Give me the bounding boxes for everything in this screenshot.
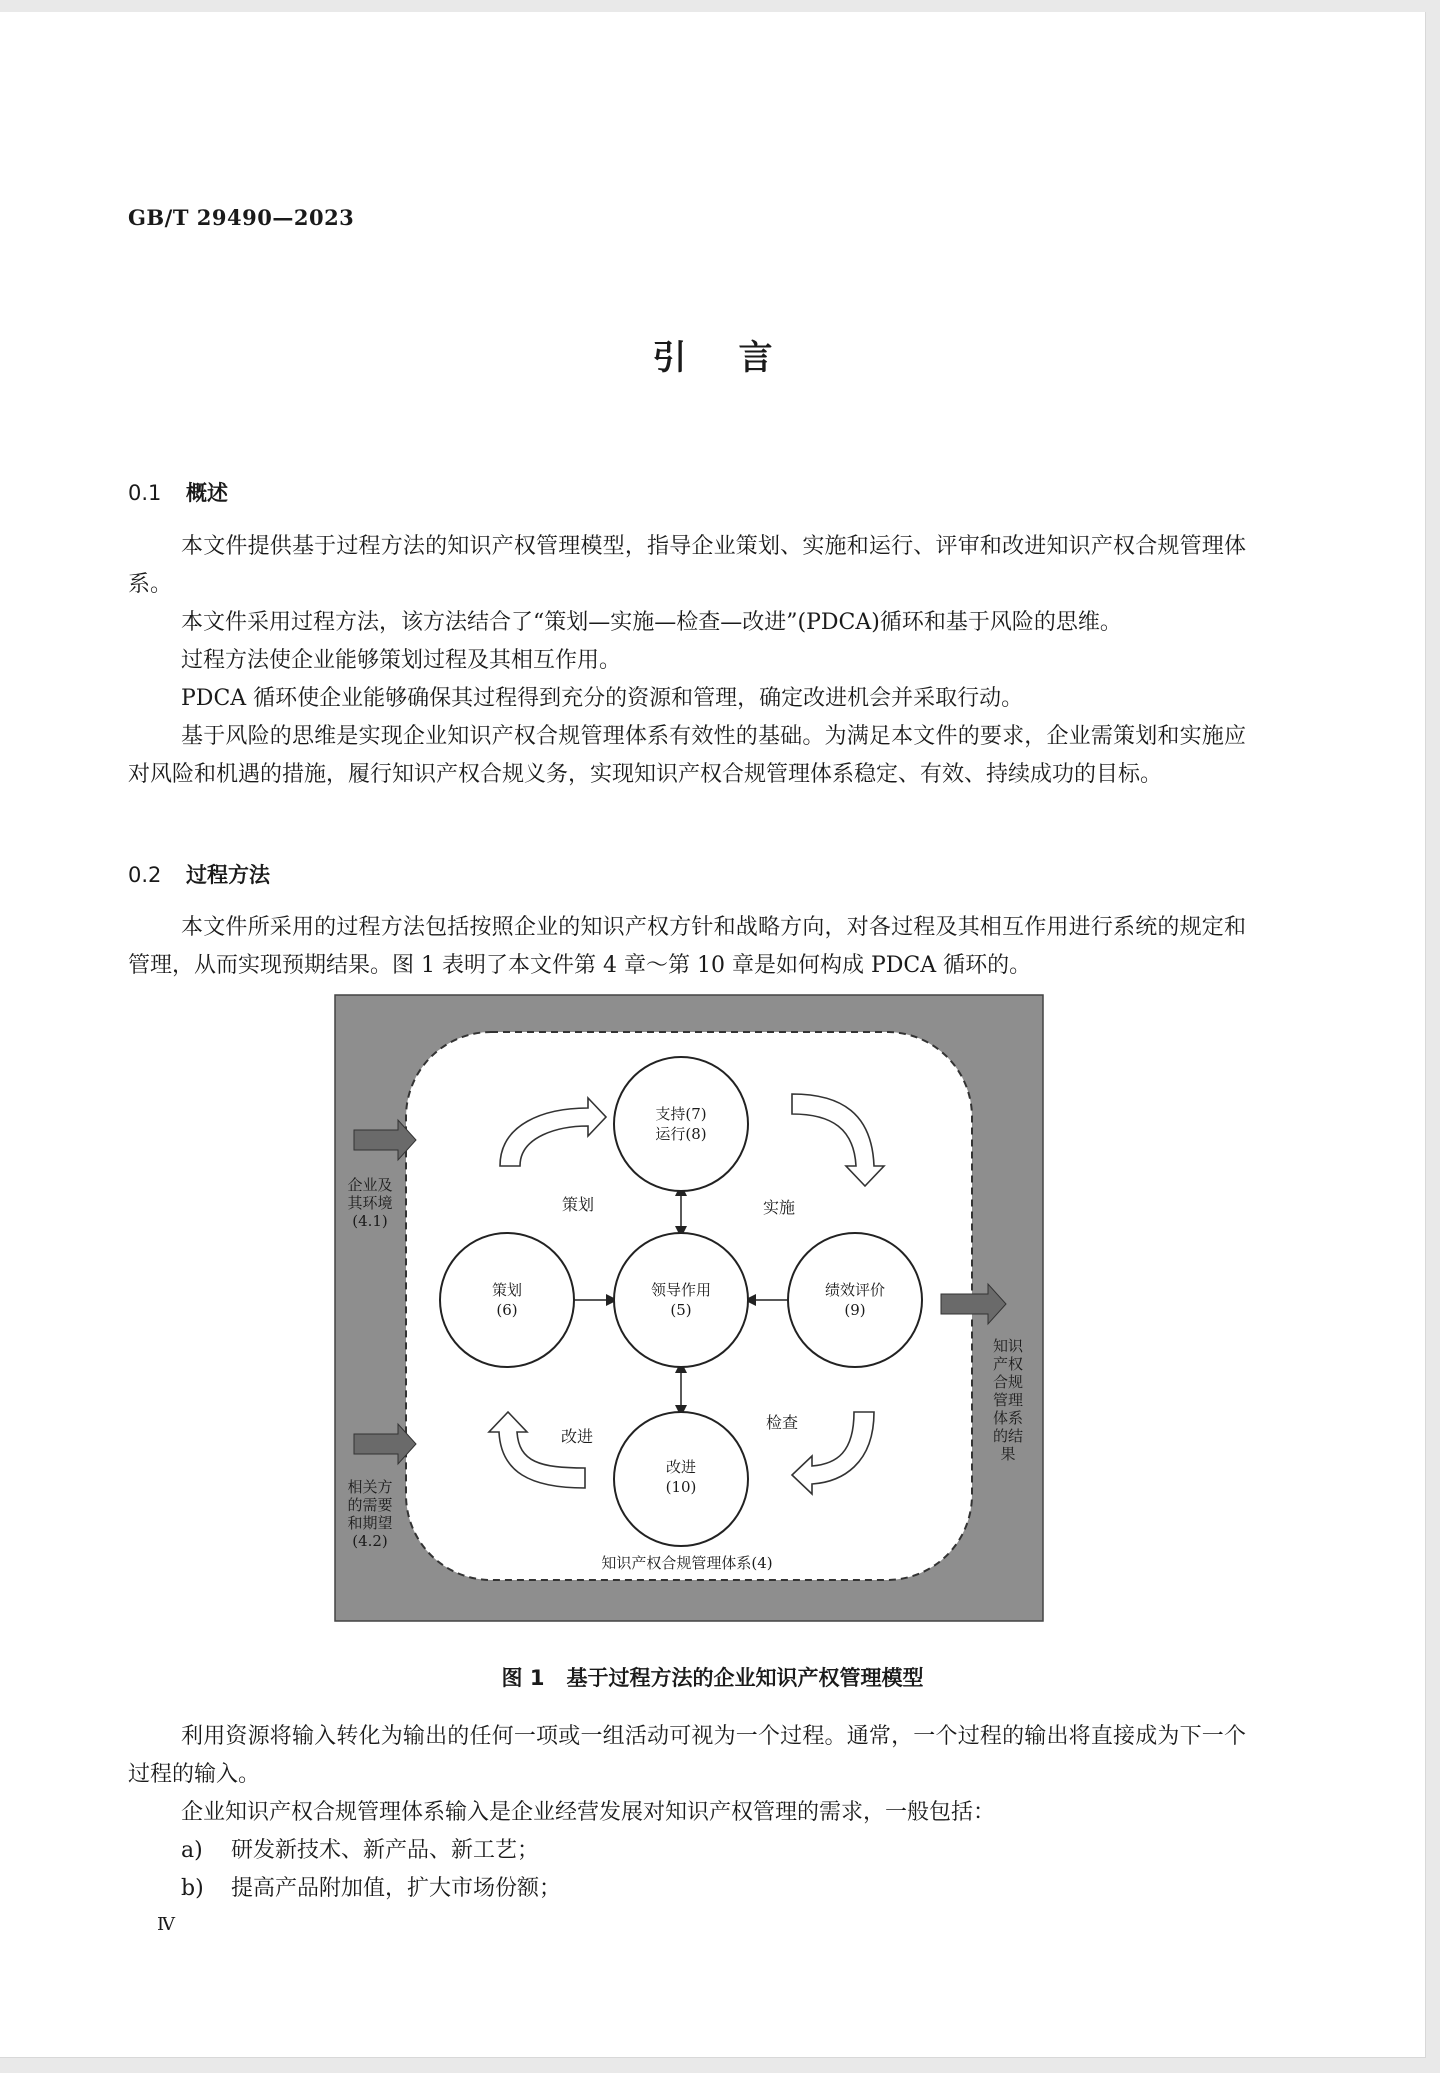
input-label-interested-parties: 相关方 <box>347 1478 393 1496</box>
system-label: 知识产权合规管理体系(4) <box>601 1554 773 1572</box>
paragraph: 本文件采用过程方法，该方法结合了“策划—实施—检查—改进”(PDCA)循环和基于风险的思维。 <box>181 610 1122 635</box>
figure-number: 图 1 <box>501 1666 545 1690</box>
paragraph: 本文件所采用的过程方法包括按照企业的知识产权方针和战略方向，对各过程及其相互作用进行系统的规定和管理，从而实现预期结果。图 1 表明了本文件第 4 章～第 10 章是如何构成 PDCA 循环的。 <box>128 915 1246 978</box>
figure-title: 基于过程方法的企业知识产权管理模型 <box>566 1666 924 1690</box>
input-label-interested-parties: (4.2) <box>352 1532 388 1550</box>
paragraph: 本文件提供基于过程方法的知识产权管理模型，指导企业策划、实施和运行、评审和改进知识产权合规管理体系。 <box>128 534 1246 597</box>
output-label: 的结 <box>992 1427 1024 1445</box>
output-label: 果 <box>1000 1445 1016 1463</box>
list-item-label: b) <box>181 1876 204 1901</box>
phase-label-check: 检查 <box>765 1413 799 1432</box>
input-label-context: (4.1) <box>352 1212 388 1230</box>
output-label: 产权 <box>992 1355 1024 1373</box>
circle-label: 绩效评价 <box>824 1281 886 1299</box>
circle-planning <box>440 1233 574 1367</box>
input-label-interested-parties: 和期望 <box>347 1514 393 1532</box>
page-number: Ⅳ <box>157 1914 175 1935</box>
section-title: 过程方法 <box>186 863 270 887</box>
phase-label-plan: 策划 <box>561 1195 595 1214</box>
circle-label: 改进 <box>665 1458 697 1476</box>
output-label: 管理 <box>992 1391 1024 1409</box>
output-label: 知识 <box>992 1337 1024 1355</box>
circle-leadership <box>614 1233 748 1367</box>
phase-label-do: 实施 <box>762 1198 796 1217</box>
section-heading-0-1 <box>128 477 228 507</box>
paragraph: 企业知识产权合规管理体系输入是企业经营发展对知识产权管理的需求，一般包括： <box>181 1800 996 1825</box>
section-number: 0.2 <box>128 863 162 887</box>
circle-label: 运行(8) <box>655 1125 707 1143</box>
document-page <box>0 12 1426 2058</box>
section-number: 0.1 <box>128 481 162 505</box>
page-title: 引言 <box>652 338 825 378</box>
list-item-label: a) <box>181 1838 203 1863</box>
circle-label: (9) <box>844 1301 866 1319</box>
circle-label: (6) <box>496 1301 518 1319</box>
input-label-context: 企业及 <box>347 1176 393 1194</box>
input-label-interested-parties: 的需要 <box>347 1496 393 1514</box>
paragraph: 利用资源将输入转化为输出的任何一项或一组活动可视为一个过程。通常，一个过程的输出将直接成为下一个过程的输入。 <box>128 1724 1246 1787</box>
list-item-text: 研发新技术、新产品、新工艺； <box>231 1838 540 1863</box>
circle-label: 策划 <box>491 1281 523 1299</box>
list-item-text: 提高产品附加值，扩大市场份额； <box>231 1876 562 1901</box>
paragraph: PDCA 循环使企业能够确保其过程得到充分的资源和管理，确定改进机会并采取行动。 <box>181 686 1024 711</box>
paragraph: 过程方法使企业能够策划过程及其相互作用。 <box>181 648 622 673</box>
phase-label-act: 改进 <box>560 1427 594 1446</box>
circle-label: (5) <box>670 1301 692 1319</box>
output-label: 体系 <box>992 1409 1024 1427</box>
section-heading-0-2 <box>128 859 270 889</box>
circle-label: 支持(7) <box>655 1105 707 1123</box>
circle-performance-evaluation <box>788 1233 922 1367</box>
output-label: 合规 <box>992 1373 1024 1391</box>
circle-label: 领导作用 <box>650 1281 712 1299</box>
pdca-model-figure <box>334 994 1044 1622</box>
list-item <box>181 1870 1241 1908</box>
standard-code: GB/T 29490—2023 <box>128 205 355 230</box>
circle-label: (10) <box>665 1478 697 1496</box>
figure-caption <box>0 1662 1425 1692</box>
circle-support-operation <box>614 1057 748 1191</box>
input-label-context: 其环境 <box>347 1194 393 1212</box>
list-item <box>181 1832 1241 1870</box>
paragraph: 基于风险的思维是实现企业知识产权合规管理体系有效性的基础。为满足本文件的要求，企业需策划和实施应对风险和机遇的措施，履行知识产权合规义务，实现知识产权合规管理体系稳定、有效、持续成功的目标。 <box>128 724 1246 787</box>
section-title: 概述 <box>186 481 228 505</box>
